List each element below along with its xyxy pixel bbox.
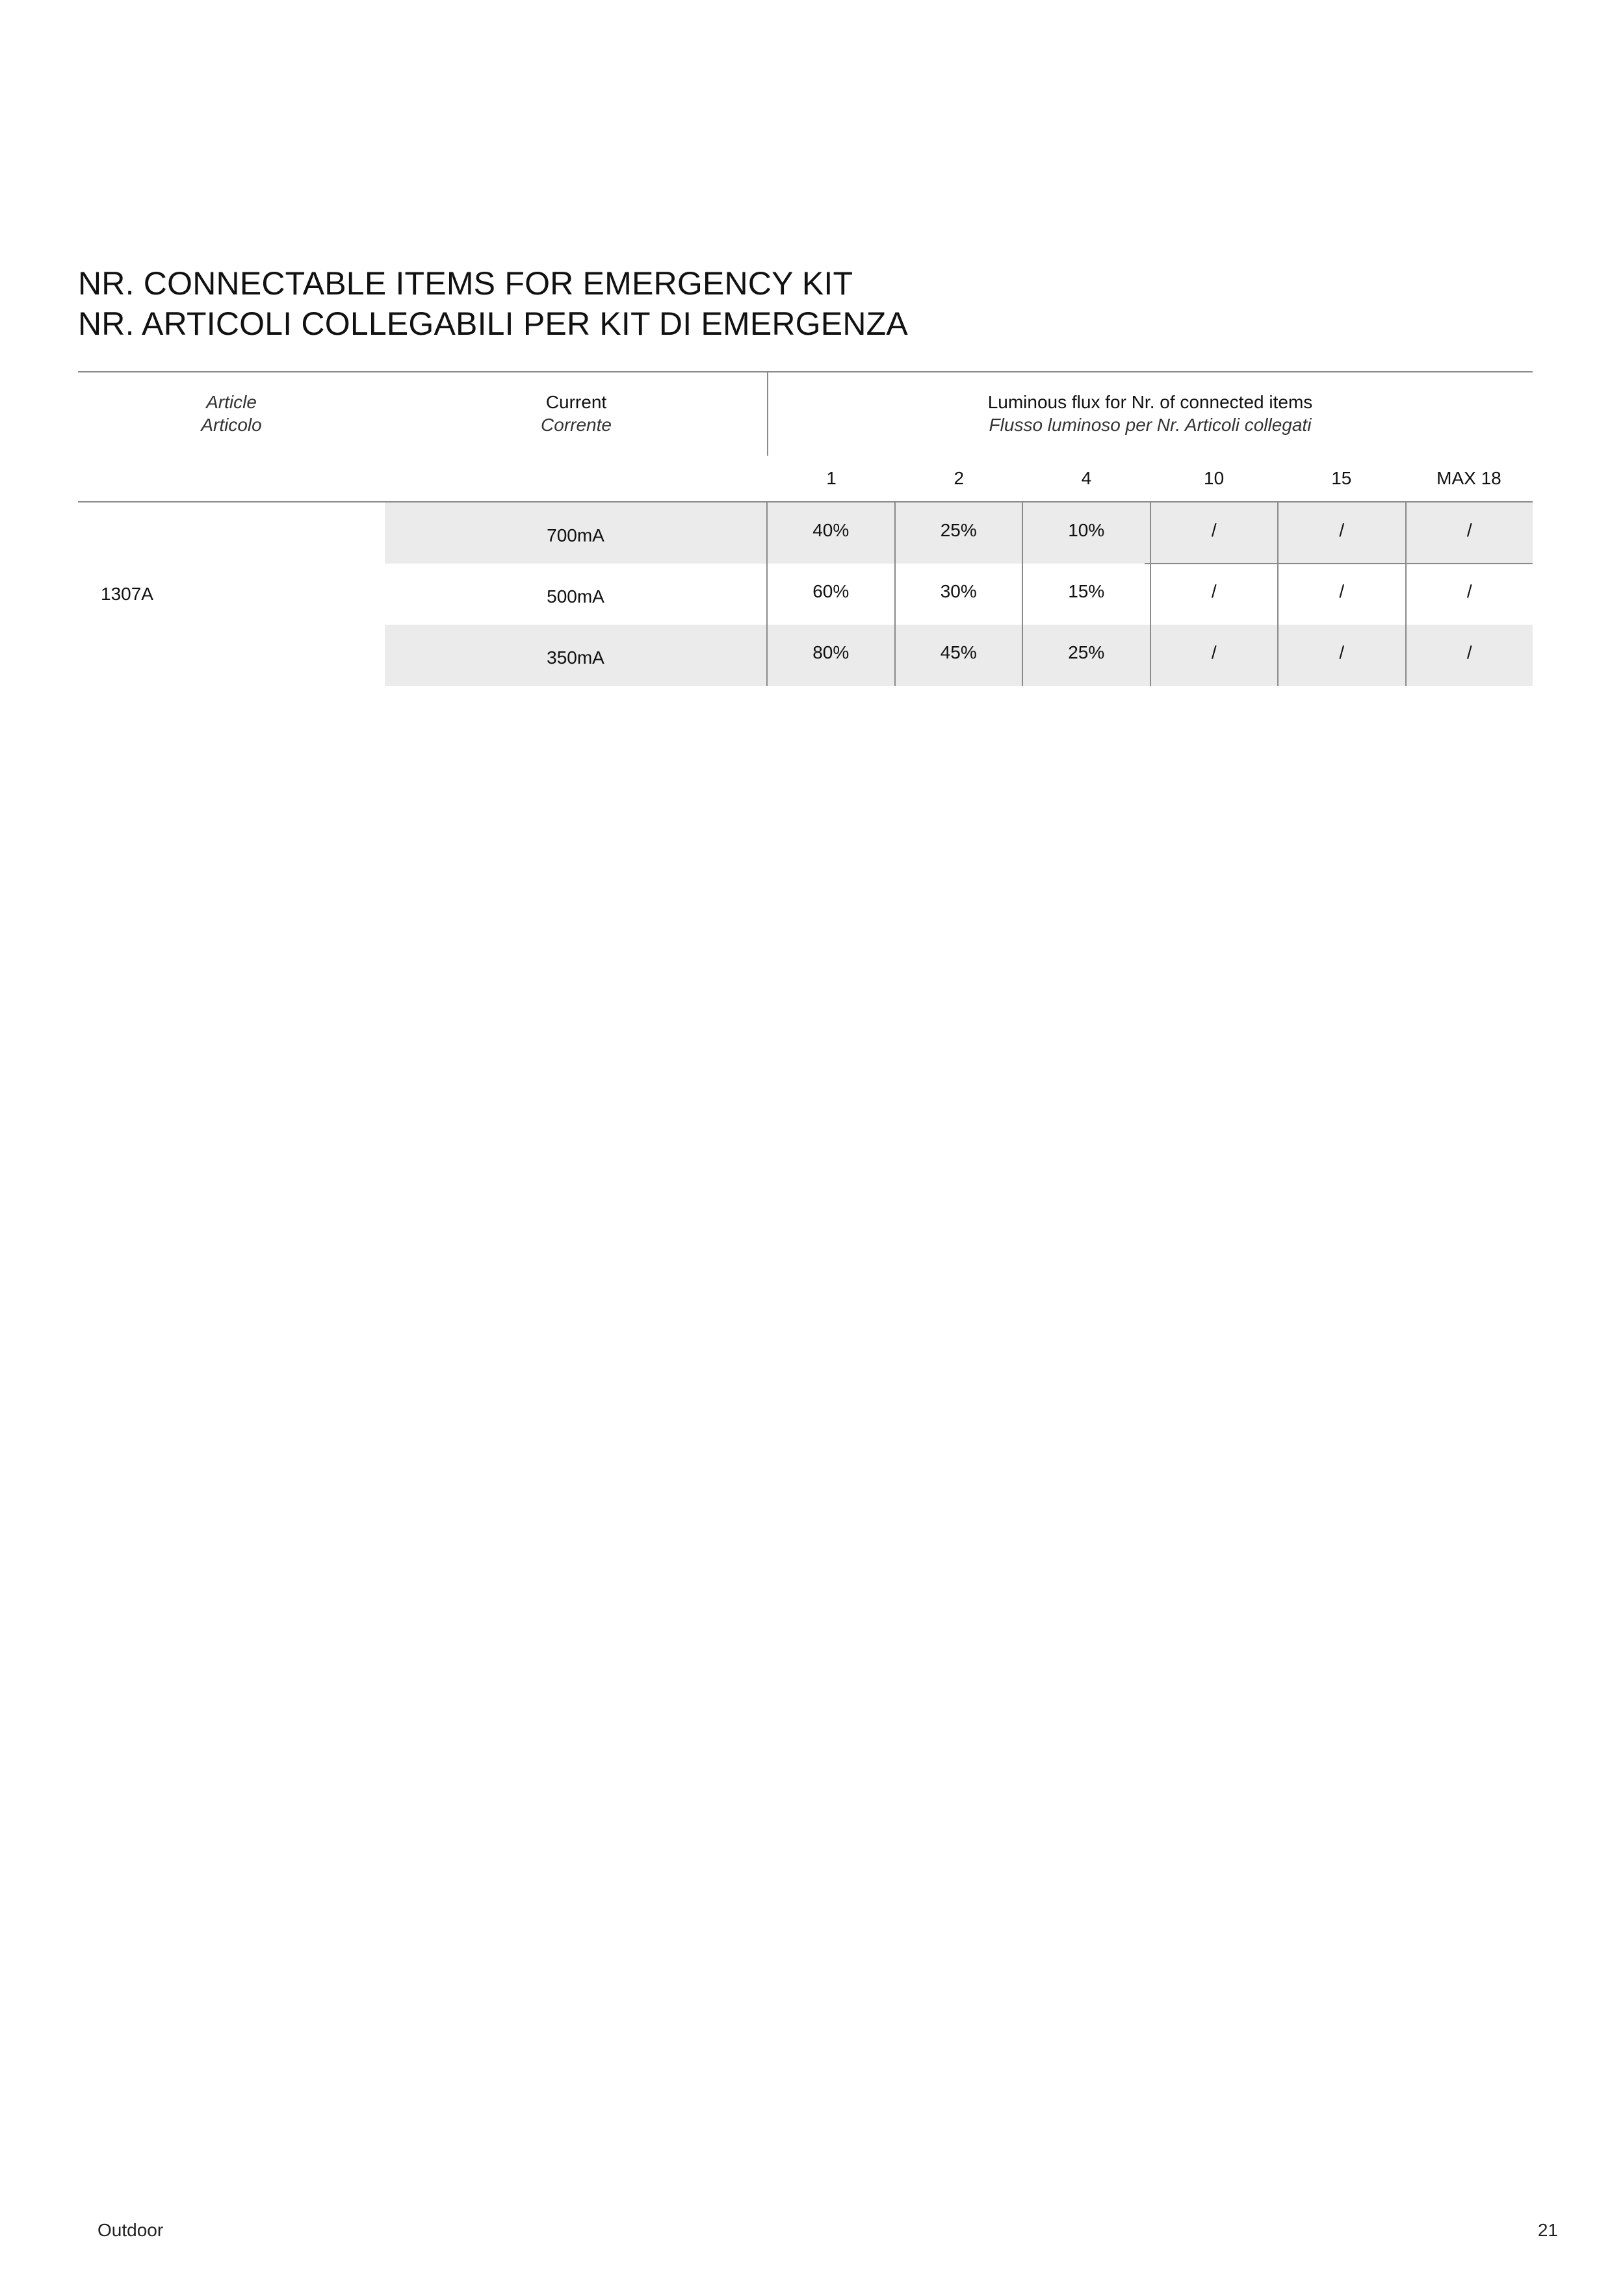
current-value: 700mA xyxy=(385,502,768,564)
count-header: 1 xyxy=(826,468,837,488)
count-header: 2 xyxy=(954,468,965,488)
current-value: 350mA xyxy=(385,625,768,686)
flux-value: / xyxy=(1466,520,1472,540)
header-flux-en: Luminous flux for Nr. of connected items xyxy=(987,392,1313,412)
connected-items-count-row xyxy=(768,456,1533,501)
footer-section-label: Outdoor xyxy=(97,2220,164,2240)
flux-value: / xyxy=(1151,564,1279,625)
count-header: 4 xyxy=(1081,468,1092,488)
flux-value: 15% xyxy=(1023,564,1151,625)
header-article-it: Articolo xyxy=(201,415,262,435)
header-article xyxy=(78,391,385,436)
table-body xyxy=(78,502,1533,686)
page-number: 21 xyxy=(1537,2220,1558,2240)
title-italian: NR. ARTICOLI COLLEGABILI PER KIT DI EMERGENZA xyxy=(78,306,908,342)
header-current-it: Corrente xyxy=(541,415,612,435)
table-top-rule xyxy=(78,371,1533,372)
flux-value: 10% xyxy=(1023,502,1151,564)
flux-value: 25% xyxy=(1023,625,1151,686)
article-code: 1307A xyxy=(101,584,153,604)
header-flux-it: Flusso luminoso per Nr. Articoli collegati xyxy=(989,415,1312,435)
flux-value: 60% xyxy=(768,564,896,625)
flux-value: / xyxy=(1466,642,1472,662)
flux-value: 30% xyxy=(896,564,1024,625)
flux-value: 40% xyxy=(768,502,896,564)
flux-value: 80% xyxy=(768,625,896,686)
flux-value: / xyxy=(1151,625,1279,686)
count-header: 10 xyxy=(1204,468,1225,488)
flux-value: / xyxy=(1279,625,1407,686)
flux-value: / xyxy=(1466,581,1472,601)
count-header: 15 xyxy=(1331,468,1352,488)
table-row xyxy=(385,502,1533,564)
title-english: NR. CONNECTABLE ITEMS FOR EMERGENCY KIT xyxy=(78,265,853,302)
header-article-en: Article xyxy=(206,392,257,412)
page-title xyxy=(78,263,1540,344)
current-value: 500mA xyxy=(385,564,768,625)
header-luminous-flux xyxy=(768,391,1533,436)
header-current xyxy=(385,391,768,436)
table-row xyxy=(385,564,1533,625)
flux-value: / xyxy=(1279,564,1407,625)
table-row xyxy=(385,625,1533,686)
flux-value: / xyxy=(1151,502,1279,564)
header-current-en: Current xyxy=(545,392,607,412)
flux-value: 25% xyxy=(896,502,1024,564)
count-header: MAX 18 xyxy=(1436,468,1501,488)
flux-value: / xyxy=(1279,502,1407,564)
flux-value: 45% xyxy=(896,625,1024,686)
